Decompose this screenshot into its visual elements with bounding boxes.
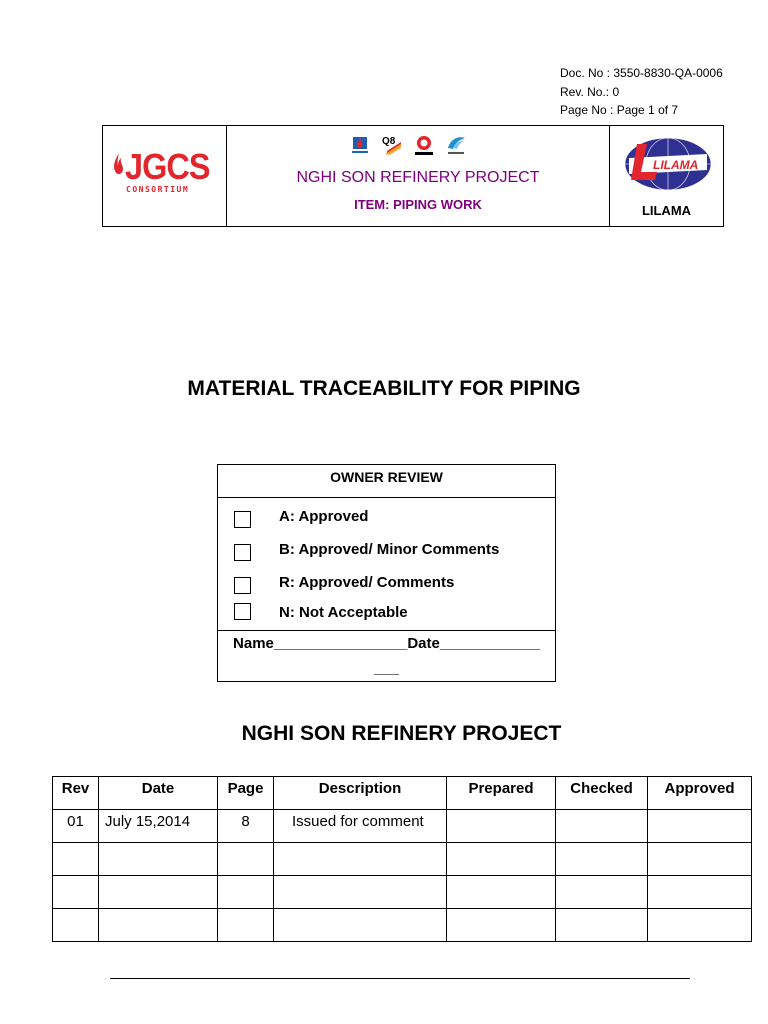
description-cell [274, 909, 447, 942]
checked-cell [556, 843, 648, 876]
checked-cell [556, 876, 648, 909]
option-label: N: Not Acceptable [279, 604, 408, 621]
option-label: R: Approved/ Comments [279, 574, 455, 591]
option-comments [234, 571, 454, 594]
owner-review-box [217, 464, 556, 682]
partner-logos [349, 134, 467, 156]
petrovietnam-logo [349, 134, 371, 156]
date-cell [99, 909, 218, 942]
page-number: Page No : Page 1 of 7 [560, 103, 679, 117]
approved-cell [648, 876, 752, 909]
flame-icon [112, 151, 126, 185]
page-cell: 8 [218, 810, 274, 843]
column-header-description: Description [274, 777, 447, 810]
column-header-date: Date [99, 777, 218, 810]
table-row [53, 909, 752, 942]
review-options [218, 498, 555, 631]
comments-checkbox[interactable] [234, 577, 251, 594]
approved-cell [648, 909, 752, 942]
name-date-line: Name________________Date____________ [233, 635, 540, 652]
lilama-logo-cell [610, 126, 723, 226]
checked-cell [556, 810, 648, 843]
prepared-cell [447, 843, 556, 876]
header-project-title: NGHI SON REFINERY PROJECT [296, 169, 540, 186]
description-cell [274, 876, 447, 909]
column-header-checked: Checked [556, 777, 648, 810]
project-title-cell [227, 126, 610, 226]
lilama-name: LILAMA [641, 203, 692, 218]
rev-cell [53, 876, 99, 909]
page-cell [218, 909, 274, 942]
name-date-field [218, 631, 555, 681]
name-date-line-continued: ___ [373, 660, 400, 677]
page-cell [218, 843, 274, 876]
option-label: A: Approved [279, 508, 369, 525]
date-cell: July 15,2014 [99, 810, 218, 843]
approved-cell [648, 843, 752, 876]
footer-rule [110, 978, 690, 979]
column-header-approved: Approved [648, 777, 752, 810]
svg-text:Q8: Q8 [382, 136, 396, 147]
date-cell [99, 876, 218, 909]
option-label: B: Approved/ Minor Comments [279, 541, 500, 558]
rev-cell: 01 [53, 810, 99, 843]
prepared-cell [447, 876, 556, 909]
header-item: ITEM: PIPING WORK [354, 197, 482, 212]
owner-review-heading: OWNER REVIEW [218, 465, 555, 498]
option-not-acceptable [234, 604, 408, 621]
document-title: MATERIAL TRACEABILITY FOR PIPING [187, 377, 581, 400]
table-row [53, 876, 752, 909]
rev-cell [53, 843, 99, 876]
prepared-cell [447, 909, 556, 942]
document-header [102, 125, 724, 227]
not-acceptable-checkbox[interactable] [234, 603, 251, 620]
description-cell: Issued for comment [274, 810, 447, 843]
jgcs-logo-cell [103, 126, 227, 226]
idemitsu-logo [413, 134, 435, 156]
page-cell [218, 876, 274, 909]
column-header-rev: Rev [53, 777, 99, 810]
lilama-globe-logo [623, 136, 713, 192]
minor-comments-checkbox[interactable] [234, 544, 251, 561]
document-info [560, 64, 723, 120]
revision-table [52, 776, 752, 942]
date-cell [99, 843, 218, 876]
jgcs-subtitle: CONSORTIUM [126, 185, 190, 194]
table-row [53, 810, 752, 843]
rev-cell [53, 909, 99, 942]
prepared-cell [447, 810, 556, 843]
checked-cell [556, 909, 648, 942]
table-row [53, 843, 752, 876]
mitsui-chemicals-logo [445, 134, 467, 156]
approved-cell [648, 810, 752, 843]
q8-kuwait-logo [381, 134, 403, 156]
option-minor-comments [234, 538, 499, 561]
approved-checkbox[interactable] [234, 511, 251, 528]
table-header-row [53, 777, 752, 810]
revision-number: Rev. No.: 0 [560, 84, 620, 99]
description-cell [274, 843, 447, 876]
column-header-prepared: Prepared [447, 777, 556, 810]
option-approved [234, 505, 368, 528]
doc-number: Doc. No : 3550-8830-QA-0006 [560, 66, 723, 80]
jgcs-wordmark: JGCS [125, 146, 210, 187]
project-heading: NGHI SON REFINERY PROJECT [241, 722, 562, 745]
column-header-page: Page [218, 777, 274, 810]
lilama-logo-text: LILAMA [653, 158, 699, 172]
